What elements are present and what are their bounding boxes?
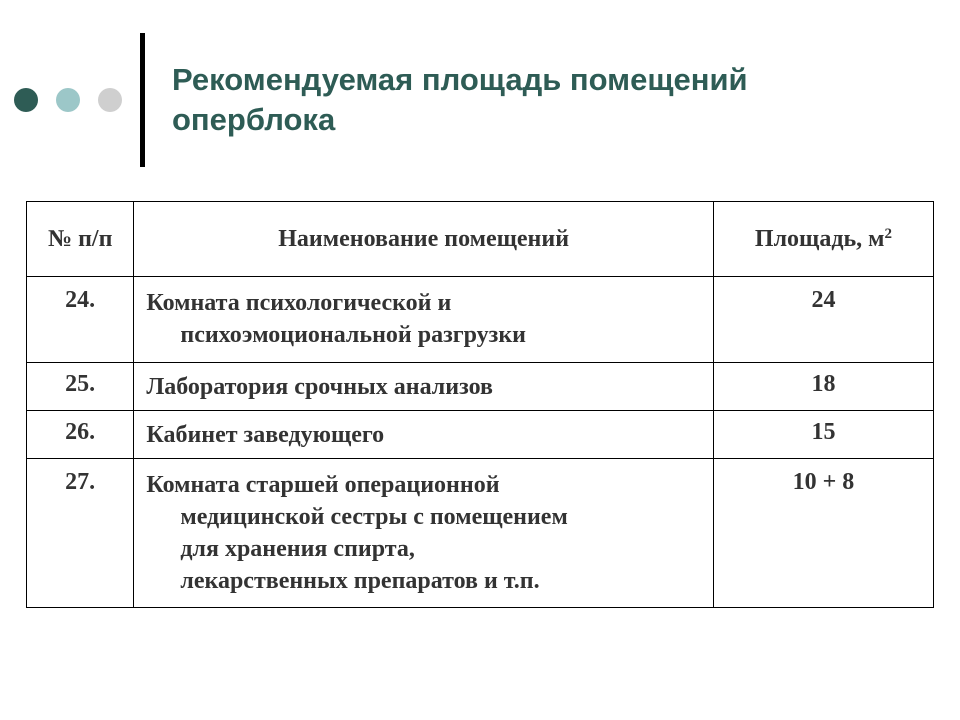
row-num: 26. [27, 411, 134, 459]
row-name-line: психоэмоциональной разгрузки [180, 322, 526, 348]
table-row [27, 277, 934, 363]
slide-title-line: Рекомендуемая площадь помещений [172, 62, 748, 97]
table-header-row [27, 202, 934, 277]
row-name [134, 459, 714, 608]
row-num: 27. [27, 459, 134, 608]
row-name [134, 277, 714, 363]
row-area: 15 [713, 411, 933, 459]
header-area-unit: 2 [884, 225, 892, 242]
row-num: 25. [27, 363, 134, 411]
row-name [134, 363, 714, 411]
table-row [27, 411, 934, 459]
table-row [27, 459, 934, 608]
header-area [713, 202, 933, 277]
row-name-line: Лаборатория срочных анализов [146, 374, 493, 400]
table-row [27, 363, 934, 411]
decor-dot-grey-icon [98, 88, 122, 112]
header-area-label: Площадь, м [754, 225, 885, 252]
row-name-line: лекарственных препаратов и т.п. [180, 568, 540, 594]
row-name-line: Кабинет заведующего [146, 422, 385, 448]
header-num: № п/п [27, 202, 134, 277]
row-area: 18 [713, 363, 933, 411]
slide-title-line: оперблока [172, 102, 336, 137]
decor-dot-light-icon [56, 88, 80, 112]
header-name: Наименование помещений [134, 202, 714, 277]
row-name-line: медицинской сестры с помещением [180, 504, 568, 530]
row-area: 24 [713, 277, 933, 363]
row-name-line: для хранения спирта, [180, 536, 415, 562]
row-num: 24. [27, 277, 134, 363]
row-area: 10 + 8 [713, 459, 933, 608]
row-name-line: Комната психологической и [146, 290, 452, 316]
row-name [134, 411, 714, 459]
slide-title [172, 60, 912, 140]
decor-dot-dark-icon [14, 88, 38, 112]
rooms-table [26, 201, 934, 608]
title-divider [140, 33, 145, 167]
row-name-line: Комната старшей операционной [146, 472, 500, 498]
